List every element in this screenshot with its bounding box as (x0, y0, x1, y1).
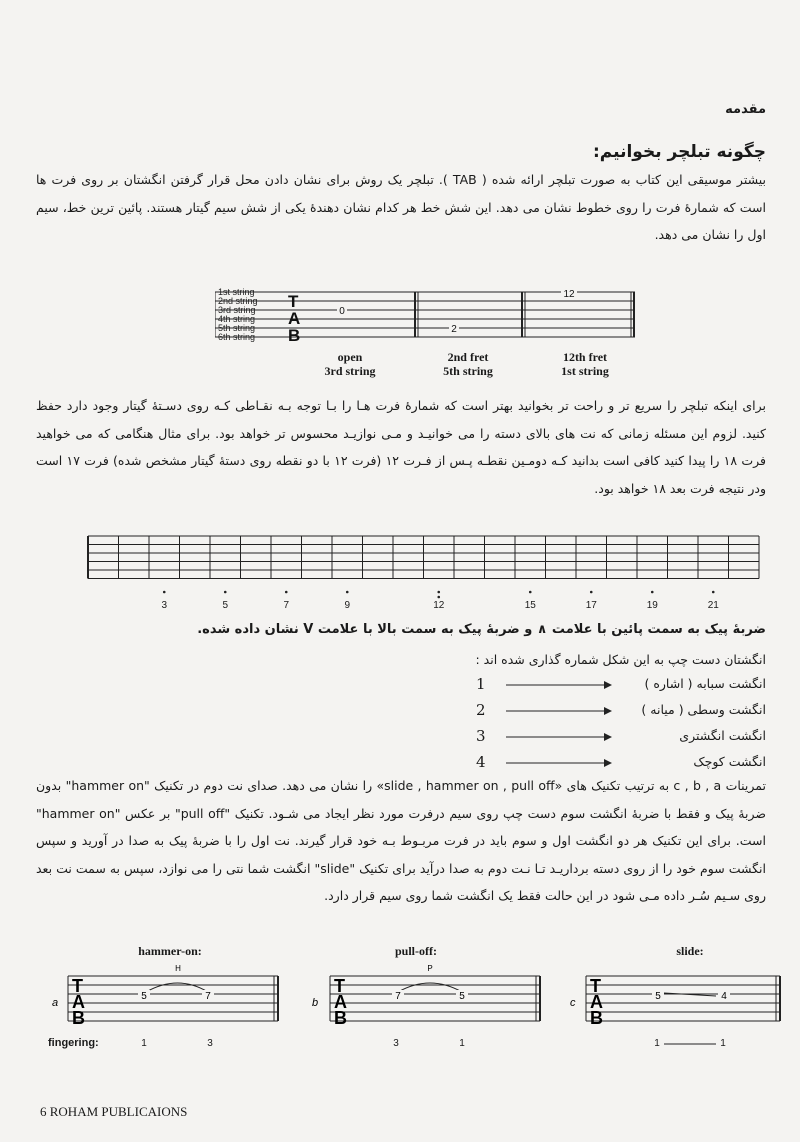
note-1: 5 (655, 991, 661, 1002)
finger-name: انگشت کوچک (693, 754, 766, 769)
techniques-paragraph: تمرینات c , b , a به ترتیب تکنیک های «slide , hammer on , pull off» را نشان می دهد. صدای نت دوم در تکنیک "hammer on" بدون ضربهٔ پیک و فقط با ضربهٔ انگشت سوم دست چپ روی سیم درفرت مورد نظر ایجاد می شـود. تکنیک "pull off" بر عکس "hammer on" است. برای این تکنیک هر دو انگشت اول و سوم باید در فرت مربـوط بـه خود قرار گیرند. نت اول را با ضربهٔ پیک به صدا در آورید و سپس انگشت سوم خود را از روی دسته برداریـد تـا نـت دوم به صدا درآید برای تکنیک "slide" انگشت شما نتی را می نوازد، سپس به سمت نت بعد روی سـیم سُـر داده مـی شود در این حالت فقط یک انگشت شما روی سیم قرار دارد. (36, 778, 766, 903)
finger-name: انگشت سبابه ( اشاره ) (644, 676, 766, 691)
string-label-3: 3rd string (218, 305, 256, 315)
finger-item-2 (476, 702, 766, 724)
tab-note-open: 0 (339, 306, 345, 317)
string-label-2: 2nd string (218, 296, 258, 306)
fret-marker-dot (590, 591, 593, 594)
fret-number-3: 3 (161, 600, 168, 611)
fret-number-19: 19 (646, 600, 658, 611)
arrow-icon (504, 680, 614, 690)
tab-letter-t: T (288, 292, 299, 311)
tab-note-2nd-fret: 2 (451, 324, 457, 335)
note-1: 5 (141, 991, 147, 1002)
svg-text:T: T (590, 976, 601, 996)
caption-2nd-fret: 2nd fret 5th string (443, 350, 493, 378)
fingering-c-2: 1 (720, 1038, 726, 1049)
finger-item-3 (476, 728, 766, 750)
finger-number: 2 (476, 701, 486, 719)
svg-text:T: T (334, 976, 345, 996)
svg-text:A: A (334, 992, 347, 1012)
finger-number: 4 (476, 753, 486, 771)
svg-text:B: B (334, 1008, 347, 1028)
slide-title: slide: (676, 944, 704, 958)
finger-name: انگشت وسطی ( میانه ) (641, 702, 766, 717)
svg-text:A: A (590, 992, 603, 1012)
arrow-icon (504, 706, 614, 716)
tab-letter-a: A (288, 309, 301, 328)
tab-note-12th-fret: 12 (563, 289, 575, 300)
note-1: 7 (395, 991, 401, 1002)
svg-text:B: B (72, 1008, 85, 1028)
slide-example (566, 958, 786, 1030)
note-2: 7 (205, 991, 211, 1002)
fingering-label: fingering: (48, 1037, 99, 1049)
fret-marker-dot (224, 591, 227, 594)
arrow-icon (504, 732, 614, 742)
exercise-letter: b (312, 997, 319, 1009)
fingering-b-1: 3 (393, 1038, 399, 1049)
fret-memorize-paragraph: برای اینکه تبلچر را سریع تر و راحت تر بخوانید بهتر است که شمارهٔ فرت هـا را بـا توجه بـه نقـاطی کـه روی دسـتهٔ گیتار وجود دارد حفظ کنید. لزوم این مسئله زمانی که نت های بالای دسته را می خوانیـد و مـی نوازیـد محسوس تر خواهد بود. برای مثال هنگامی که می خواهید فرت ۱۸ را پیدا کنید کافی است بدانید کـه دومـین نقطـه پـس از فـرت ۱۲ (فرت ۱۲ با دو نقطه روی دستهٔ گیتار مشخص شده) فرت ۱۷ است ودر نتیجه فرت بعد ۱۸ خواهد بود. (36, 398, 766, 496)
pull-off-example (310, 958, 545, 1030)
fret-number-15: 15 (524, 600, 536, 611)
section-label: مقدمه (725, 102, 766, 117)
fret-marker-dot (437, 591, 440, 594)
fret-number-7: 7 (283, 600, 290, 611)
fret-marker-dot (346, 591, 349, 594)
fingering-a-2: 3 (207, 1038, 213, 1049)
tab-letter-b: B (288, 326, 301, 345)
caption-open: open 3rd string (324, 350, 376, 378)
string-label-4: 4th string (218, 314, 256, 324)
fingering-c-1: 1 (654, 1038, 660, 1049)
page-title: چگونه تبلچر بخوانیم: (593, 142, 766, 162)
svg-text:A: A (72, 992, 85, 1012)
fret-number-17: 17 (585, 600, 597, 611)
fret-number-12: 12 (433, 600, 445, 611)
finger-number: 1 (476, 675, 486, 693)
fingering-b-2: 1 (459, 1038, 465, 1049)
svg-text:T: T (72, 976, 83, 996)
svg-text:B: B (590, 1008, 603, 1028)
fret-number-5: 5 (222, 600, 229, 611)
pull-off-title: pull-off: (395, 944, 437, 958)
note-2: 5 (459, 991, 465, 1002)
fret-number-21: 21 (707, 600, 719, 611)
fret-marker-dot (529, 591, 532, 594)
page-footer: 6 ROHAM PUBLICAIONS (40, 1104, 188, 1119)
exercise-letter: a (52, 997, 59, 1009)
fingers-intro: انگشتان دست چپ به این شکل شماره گذاری شده اند : (475, 652, 766, 667)
tab-example-diagram (215, 288, 635, 350)
hammer-on-title: hammer-on: (138, 944, 202, 958)
fret-number-9: 9 (344, 600, 351, 611)
pick-stroke-text: ضربهٔ پیک به سمت پائین با علامت ∧ و ضربهٔ پیک به سمت بالا با علامت V نشان داده شده. (197, 622, 766, 637)
arrow-icon (504, 758, 614, 768)
caption-12th-fret: 12th fret 1st string (561, 350, 609, 378)
fingering-a-1: 1 (141, 1038, 147, 1049)
exercise-letter: c (570, 997, 576, 1009)
intro-paragraph: بیشتر موسیقی این کتاب به صورت تبلچر ارائه شده ( TAB ). تبلچر یک روش برای نشان دادن محل قرار گرفتن انگشتان بر روی فرت ها است که شمارهٔ فرت را روی خطوط نشان می دهد. این شش خط هر کدام نشان دهندهٔ یکی از شش سیم گیتار هستند. پائین ترین خط، سیم اول را نشان می دهد. (36, 172, 767, 242)
finger-number: 3 (476, 727, 486, 745)
note-2: 4 (721, 991, 727, 1002)
string-label-6: 6th string (218, 332, 256, 342)
finger-item-1 (476, 676, 766, 698)
slide-fingering-line (660, 1040, 720, 1050)
finger-name: انگشت انگشتری (679, 728, 766, 743)
fret-marker-dot (285, 591, 288, 594)
fret-marker-dot (163, 591, 166, 594)
hammer-mark: H (175, 964, 181, 973)
string-label-1: 1st string (218, 288, 255, 297)
pull-mark: P (427, 964, 433, 973)
hammer-on-example (48, 958, 283, 1030)
string-label-5: 5th string (218, 323, 256, 333)
fret-marker-dot (437, 596, 440, 599)
fret-marker-dot (651, 591, 654, 594)
fret-marker-dot (712, 591, 715, 594)
